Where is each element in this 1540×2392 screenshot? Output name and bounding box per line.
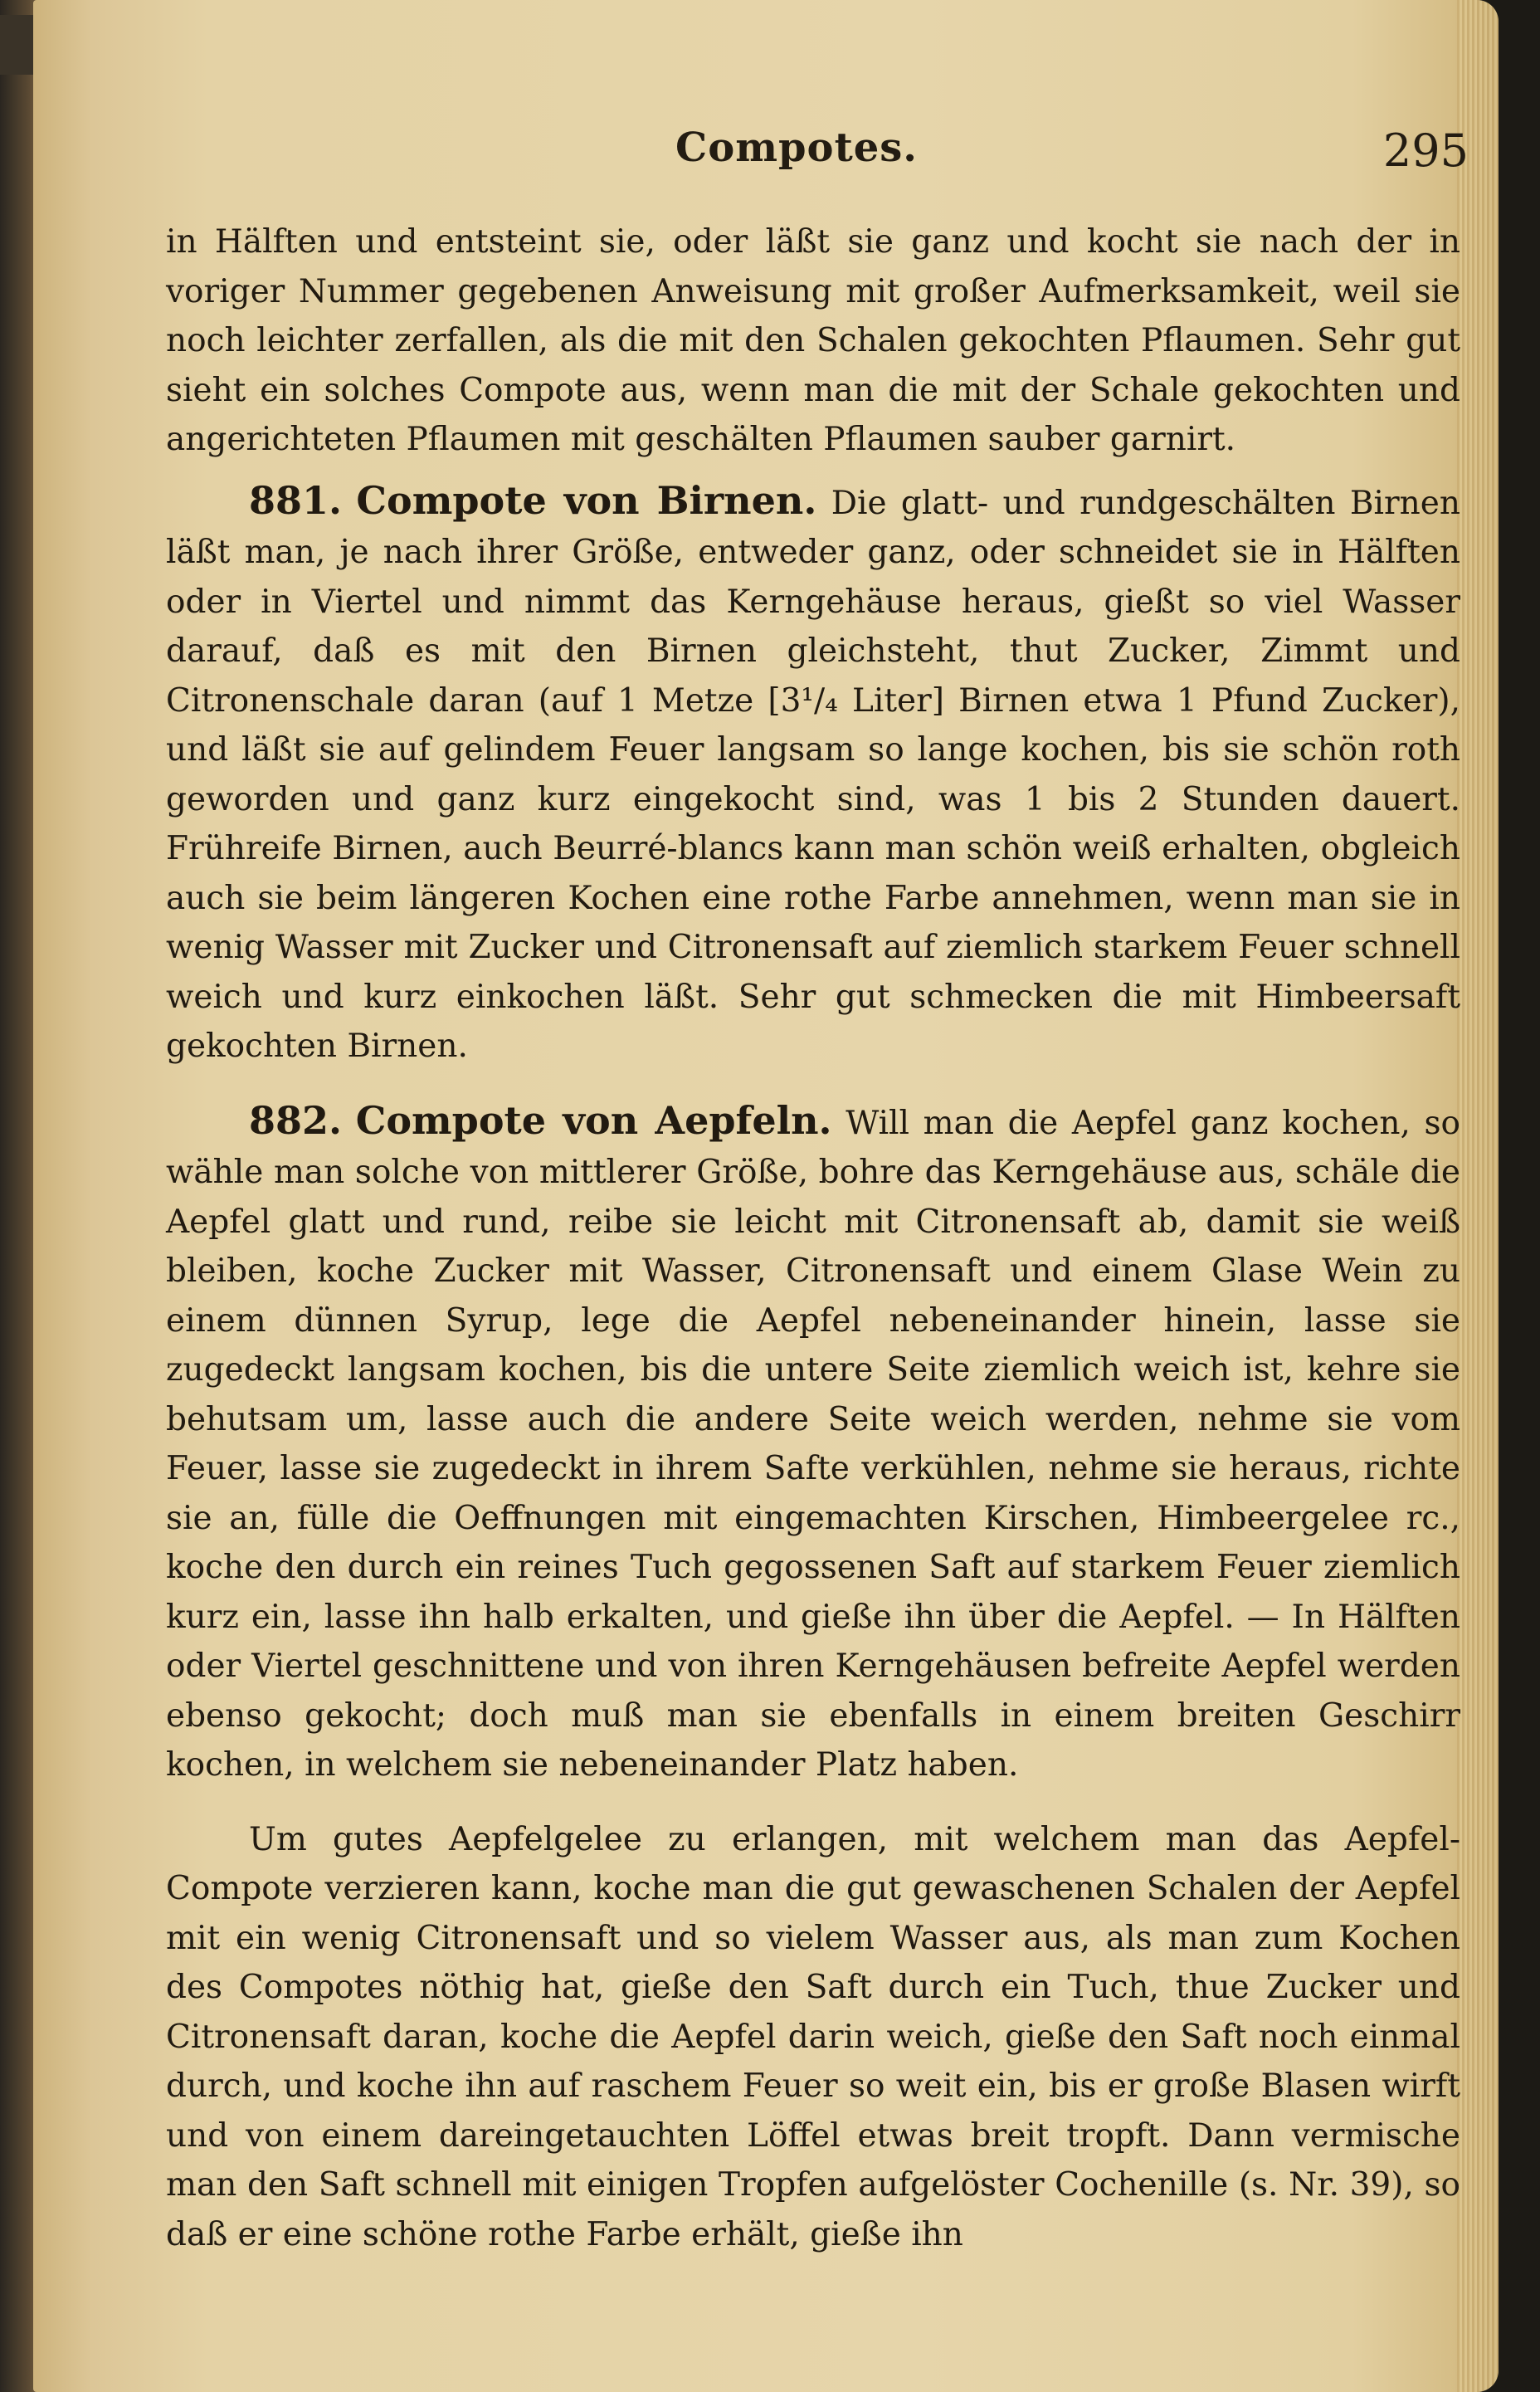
- recipe-882: [166, 1096, 1460, 1790]
- recipe-title: Compote von Aepfeln.: [355, 1097, 832, 1143]
- recipe-text: Will man die Aepfel ganz kochen, so wähle man solche von mittlerer Größe, bohre das Kerngehäuse aus, schäle die Aepfel glatt und rund, reibe sie leicht mit Citronensaft ab, damit sie weiß bleiben, koche Zucker mit Wasser, Citronensaft und einem Glase Wein zu einem dünnen Syrup, lege die Aepfel nebeneinander hinein, lasse sie zugedeckt langsam kochen, bis die untere Seite ziemlich weich ist, kehre sie behutsam um, lasse auch die andere Seite weich werden, nehme sie vom Feuer, lasse sie zugedeckt in ihrem Safte verkühlen, nehme sie heraus, richte sie an, fülle die Oeffnungen mit eingemachten Kirschen, Himbeergelee rc., koche den durch ein reines Tuch gegossenen Saft auf starkem Feuer ziemlich kurz ein, lasse ihn halb erkalten, und gieße ihn über die Aepfel. — In Hälften oder Viertel geschnittene und von ihren Kerngehäusen befreite Aepfel werden ebenso gekocht; doch muß man sie ebenfalls in einem breiten Geschirr kochen, in welchem sie nebeneinander Platz haben.: [166, 1104, 1460, 1784]
- recipe-number: 881.: [249, 477, 343, 523]
- body-text: [166, 217, 1460, 2259]
- paragraph-apple-jelly: Um gutes Aepfelgelee zu erlangen, mit welchem man das Aepfel-Compote verzieren kann, koche man die gut gewaschenen Schalen der Aepfel mit ein wenig Citronensaft und so vielem Wasser aus, als man zum Kochen des Compotes nöthig hat, gieße den Saft durch ein Tuch, thue Zucker und Citronensaft daran, koche die Aepfel darin weich, gieße den Saft noch einmal durch, und koche ihn auf raschem Feuer so weit ein, bis er große Blasen wirft und von einem dareingetauchten Löffel etwas breit tropft. Dann vermische man den Saft schnell mit einigen Tropfen aufgelöster Cochenille (s. Nr. 39), so daß er eine schöne rothe Farbe erhält, gieße ihn: [166, 1820, 1460, 2253]
- recipe-title: Compote von Birnen.: [356, 477, 817, 523]
- book-page: [33, 0, 1499, 2392]
- page-edge: [1457, 0, 1499, 2392]
- recipe-881: [166, 476, 1460, 1072]
- running-title: Compotes.: [675, 124, 919, 171]
- page-number: 295: [1382, 124, 1469, 177]
- recipe-text: Die glatt- und rundgeschälten Birnen läßt man, je nach ihrer Größe, entweder ganz, oder schneidet sie in Hälften oder in Viertel und nimmt das Kerngehäuse heraus, gießt so viel Wasser darauf, daß es mit den Birnen gleichsteht, thut Zucker, Zimmt und Citronenschale daran (auf 1 Metze [3¹/₄ Liter] Birnen etwa 1 Pfund Zucker), und läßt sie auf gelindem Feuer langsam so lange kochen, bis sie schön roth geworden und ganz kurz eingekocht sind, was 1 bis 2 Stunden dauert. Frühreife Birnen, auch Beurré-blancs kann man schön weiß erhalten, obgleich auch sie beim längeren Kochen eine rothe Farbe annehmen, wenn man sie in wenig Wasser mit Zucker und Citronensaft auf ziemlich starkem Feuer schnell weich und kurz einkochen läßt. Sehr gut schmecken die mit Himbeersaft gekochten Birnen.: [166, 484, 1460, 1065]
- paragraph-continuation: in Hälften und entsteint sie, oder läßt sie ganz und kocht sie nach der in voriger Nummer gegebenen Anweisung mit großer Aufmerksamkeit, weil sie noch leichter zerfallen, als die mit den Schalen gekochten Pflaumen. Sehr gut sieht ein solches Compote aus, wenn man die mit der Schale gekochten und angerichteten Pflaumen mit geschälten Pflaumen sauber garnirt.: [166, 223, 1460, 458]
- page-header: [124, 124, 1469, 191]
- recipe-number: 882.: [249, 1097, 343, 1143]
